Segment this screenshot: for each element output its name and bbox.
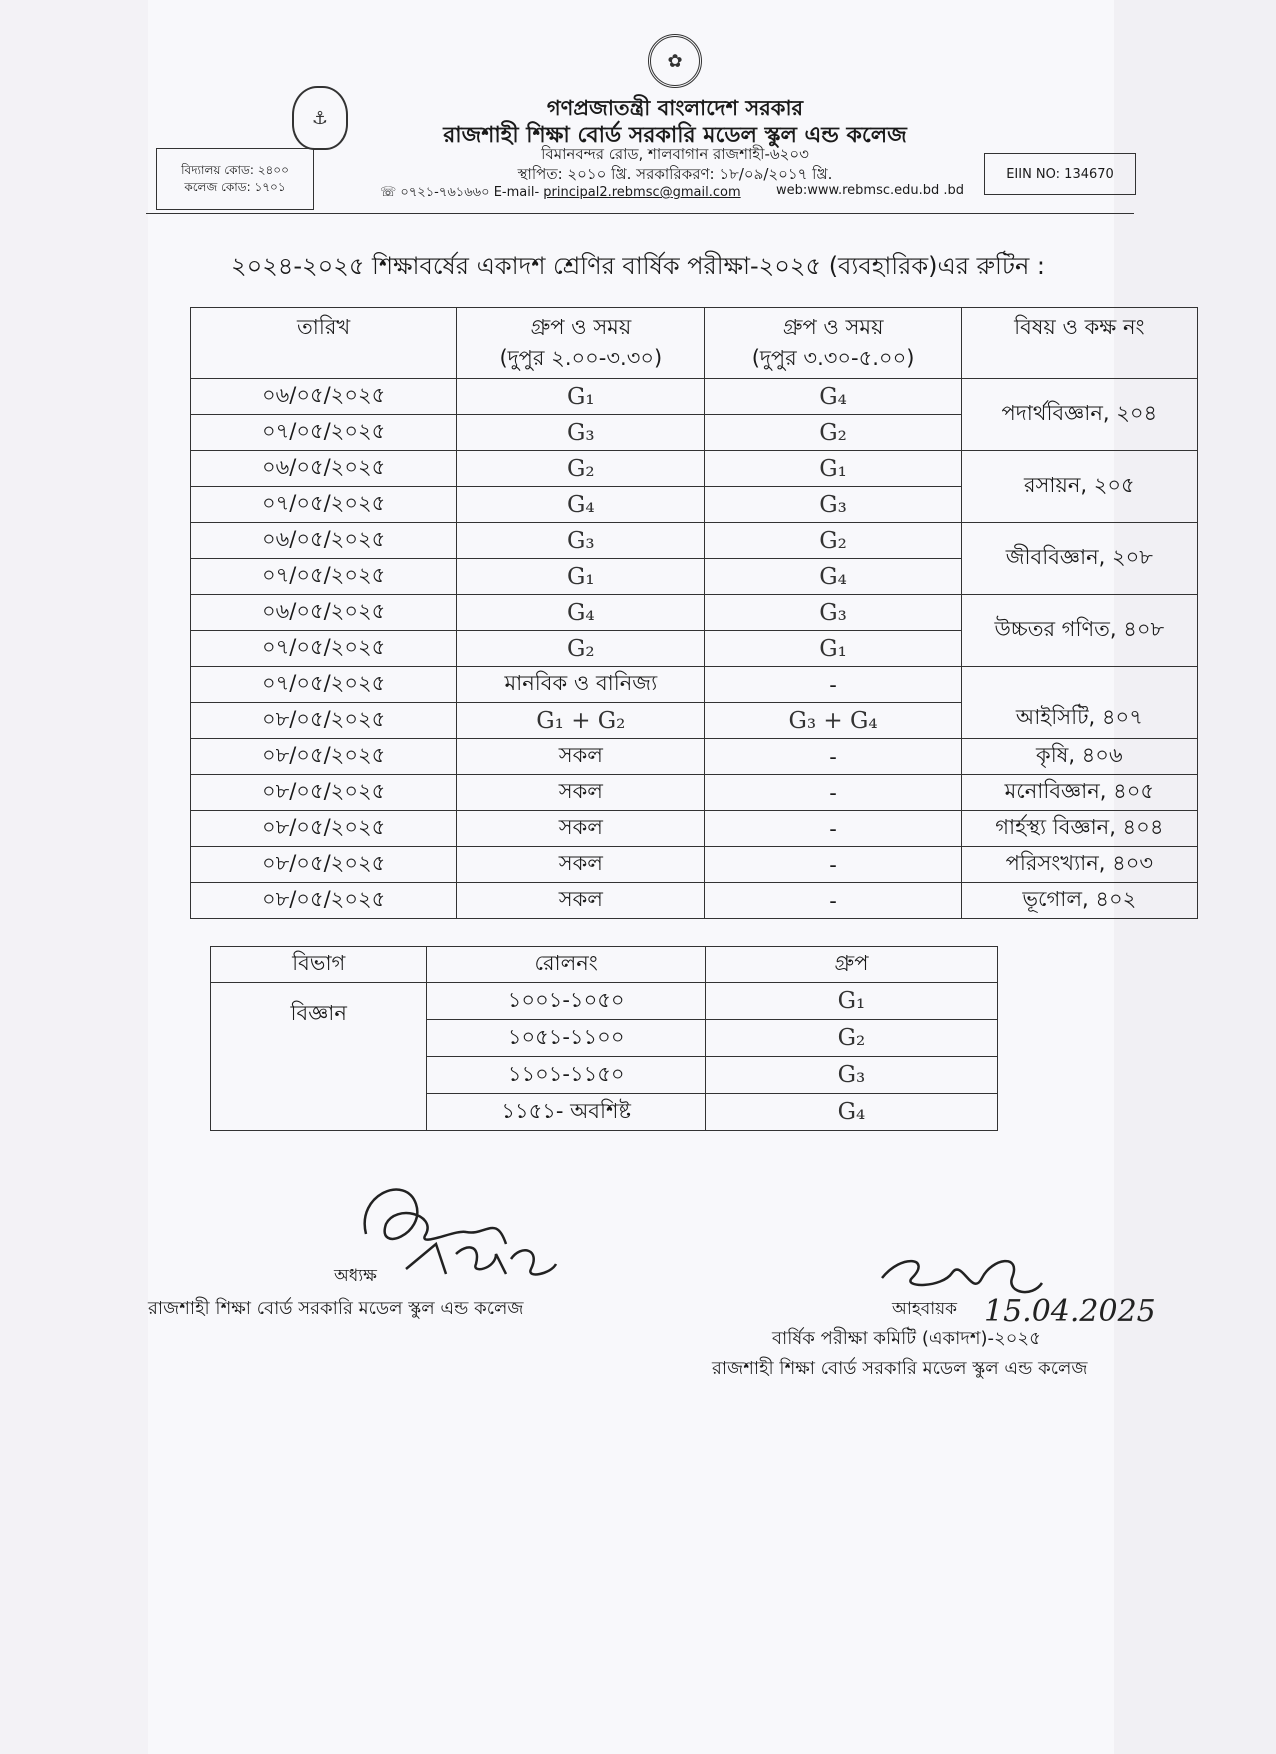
row-date: ০৮/০৫/২০২৫ (191, 811, 457, 847)
row-group-slot-1: G₂ (457, 631, 705, 667)
table-row (191, 379, 1198, 415)
row-group-slot-2: - (705, 739, 961, 775)
row-group-slot-1: সকল (457, 811, 705, 847)
header-roll: রোলনং (427, 947, 705, 983)
header-slot-2: (দুপুর ৩.৩০-৫.০০) (751, 346, 915, 370)
roll-group: G₄ (705, 1094, 997, 1131)
eiin-number: EIIN NO: 134670 (1006, 166, 1114, 182)
row-date: ০৬/০৫/২০২৫ (191, 379, 457, 415)
row-group-slot-2: G₃ (705, 487, 961, 523)
row-group-slot-2: G₃ (705, 595, 961, 631)
row-group-slot-1: সকল (457, 775, 705, 811)
row-group-slot-1: G₄ (457, 595, 705, 631)
row-group-slot-2: - (705, 883, 961, 919)
row-group-slot-1: G₁ + G₂ (457, 703, 705, 739)
principal-role: অধ্যক্ষ (334, 1266, 377, 1286)
roll-range: ১০৫১-১১০০ (427, 1020, 705, 1057)
school-crest-icon: ⚓ (292, 86, 348, 150)
row-group-slot-2: - (705, 811, 961, 847)
table-row (191, 883, 1198, 919)
row-date: ০৮/০৫/২০২৫ (191, 739, 457, 775)
document-title: ২০২৪-২০২৫ শিক্ষাবর্ষের একাদশ শ্রেণির বার্ষিক পরীক্ষা-২০২৫ (ব্যবহারিক)এর রুটিন : (230, 252, 1046, 280)
principal-signature (346, 1174, 566, 1284)
row-subject: গার্হস্থ্য বিজ্ঞান, ৪০৪ (961, 811, 1197, 847)
row-date: ০৭/০৫/২০২৫ (191, 559, 457, 595)
row-date: ০৬/০৫/২০২৫ (191, 451, 457, 487)
subject-biology: জীববিজ্ঞান, ২০৮ (961, 523, 1197, 595)
convenor-institution: রাজশাহী শিক্ষা বোর্ড সরকারি মডেল স্কুল এন্ড কলেজ (712, 1358, 1088, 1379)
row-group-slot-1: G₃ (457, 523, 705, 559)
college-code: কলেজ কোড: ১৭০১ (184, 180, 286, 194)
roll-group: G₃ (705, 1057, 997, 1094)
roll-range: ১১৫১- অবশিষ্ট (427, 1094, 705, 1131)
row-group-slot-1: সকল (457, 883, 705, 919)
convenor-role: আহবায়ক (892, 1299, 958, 1319)
principal-institution: রাজশাহী শিক্ষা বোর্ড সরকারি মডেল স্কুল এন্ড কলেজ (148, 1298, 524, 1319)
table-row (191, 451, 1198, 487)
subject-chemistry: রসায়ন, ২০৫ (961, 451, 1197, 523)
row-subject: কৃষি, ৪০৬ (961, 739, 1197, 775)
table-row (191, 739, 1198, 775)
row-group-slot-1: G₁ (457, 559, 705, 595)
row-group-slot-2: - (705, 847, 961, 883)
header-group: গ্রুপ (705, 947, 997, 983)
row-date: ০৭/০৫/২০২৫ (191, 487, 457, 523)
scan-margin-left (0, 0, 148, 1754)
row-subject: ভূগোল, ৪০২ (961, 883, 1197, 919)
row-group-slot-2: G₁ (705, 451, 961, 487)
committee-name: বার্ষিক পরীক্ষা কমিটি (একাদশ)-২০২৫ (772, 1328, 1041, 1349)
government-name: গণপ্রজাতন্ত্রী বাংলাদেশ সরকার (546, 96, 804, 120)
row-group-slot-2: G₁ (705, 631, 961, 667)
table-row (191, 811, 1198, 847)
phone-email-label: ☏ ০৭২১-৭৬১৬৬০ E-mail- (380, 185, 540, 200)
row-group-slot-2: - (705, 667, 961, 703)
institution-code-box (156, 148, 314, 210)
header-group-time-1 (457, 308, 705, 379)
row-group-slot-2: G₃ + G₄ (705, 703, 961, 739)
table-row (191, 667, 1198, 703)
row-group-slot-1: G₄ (457, 487, 705, 523)
signature-date: 15.04.2025 (984, 1294, 1156, 1329)
row-group-slot-2: G₄ (705, 559, 961, 595)
row-date: ০৬/০৫/২০২৫ (191, 595, 457, 631)
header-group-time-2-label: গ্রুপ ও সময় (782, 315, 884, 339)
institution-name: রাজশাহী শিক্ষা বোর্ড সরকারি মডেল স্কুল এন্ড কলেজ (443, 123, 907, 148)
row-group-slot-1: সকল (457, 739, 705, 775)
row-date: ০৮/০৫/২০২৫ (191, 883, 457, 919)
row-group-slot-1: G₂ (457, 451, 705, 487)
header-group-time-1-label: গ্রুপ ও সময় (530, 315, 632, 339)
roll-group: G₁ (705, 983, 997, 1020)
row-date: ০৮/০৫/২০২৫ (191, 703, 457, 739)
email-link[interactable]: principal2.rebmsc@gmail.com (543, 185, 741, 200)
row-group-slot-2: G₄ (705, 379, 961, 415)
contact-line (380, 183, 741, 204)
header-subject-room: বিষয় ও কক্ষ নং (961, 308, 1197, 379)
row-group-slot-1: সকল (457, 847, 705, 883)
roll-group: G₂ (705, 1020, 997, 1057)
institution-address: বিমানবন্দর রোড, শালবাগান রাজশাহী-৬২০৩ (541, 145, 809, 163)
group-header-row (211, 947, 998, 983)
table-row (191, 847, 1198, 883)
routine-table (190, 307, 1198, 919)
row-subject: মনোবিজ্ঞান, ৪০৫ (961, 775, 1197, 811)
table-row (191, 523, 1198, 559)
subject-ict: আইসিটি, ৪০৭ (961, 667, 1197, 739)
roll-range: ১০০১-১০৫০ (427, 983, 705, 1020)
routine-header-row (191, 308, 1198, 379)
roll-range: ১১০১-১১৫০ (427, 1057, 705, 1094)
group-roll-table (210, 946, 998, 1131)
header-date: তারিখ (191, 308, 457, 379)
header-slot-1: (দুপুর ২.০০-৩.৩০) (499, 346, 663, 370)
subject-physics: পদার্থবিজ্ঞান, ২০৪ (961, 379, 1197, 451)
establishment-info: স্থাপিত: ২০১০ খ্রি. সরকারিকরণ: ১৮/০৯/২০১৭ খ্রি. (517, 165, 833, 183)
school-code: বিদ্যালয় কোড: ২৪০০ (181, 163, 289, 177)
row-group-slot-1: G₁ (457, 379, 705, 415)
header-group-time-2 (705, 308, 961, 379)
row-date: ০৭/০৫/২০২৫ (191, 667, 457, 703)
row-group-slot-1: মানবিক ও বানিজ্য (457, 667, 705, 703)
header-division: বিভাগ (211, 947, 427, 983)
subject-higher-math: উচ্চতর গণিত, ৪০৮ (961, 595, 1197, 667)
row-date: ০৬/০৫/২০২৫ (191, 523, 457, 559)
table-row (211, 983, 998, 1020)
row-date: ০৮/০৫/২০২৫ (191, 775, 457, 811)
header-divider (146, 213, 1134, 214)
bangladesh-emblem-icon: ✿ (648, 34, 702, 88)
row-group-slot-1: G₃ (457, 415, 705, 451)
division-science: বিজ্ঞান (211, 983, 427, 1131)
website-text: web:www.rebmsc.edu.bd .bd (776, 183, 965, 198)
row-subject: পরিসংখ্যান, ৪০৩ (961, 847, 1197, 883)
eiin-box (984, 153, 1136, 195)
table-row (191, 775, 1198, 811)
row-group-slot-2: - (705, 775, 961, 811)
row-date: ০৭/০৫/২০২৫ (191, 415, 457, 451)
table-row (191, 595, 1198, 631)
row-group-slot-2: G₂ (705, 523, 961, 559)
row-date: ০৭/০৫/২০২৫ (191, 631, 457, 667)
row-group-slot-2: G₂ (705, 415, 961, 451)
row-date: ০৮/০৫/২০২৫ (191, 847, 457, 883)
